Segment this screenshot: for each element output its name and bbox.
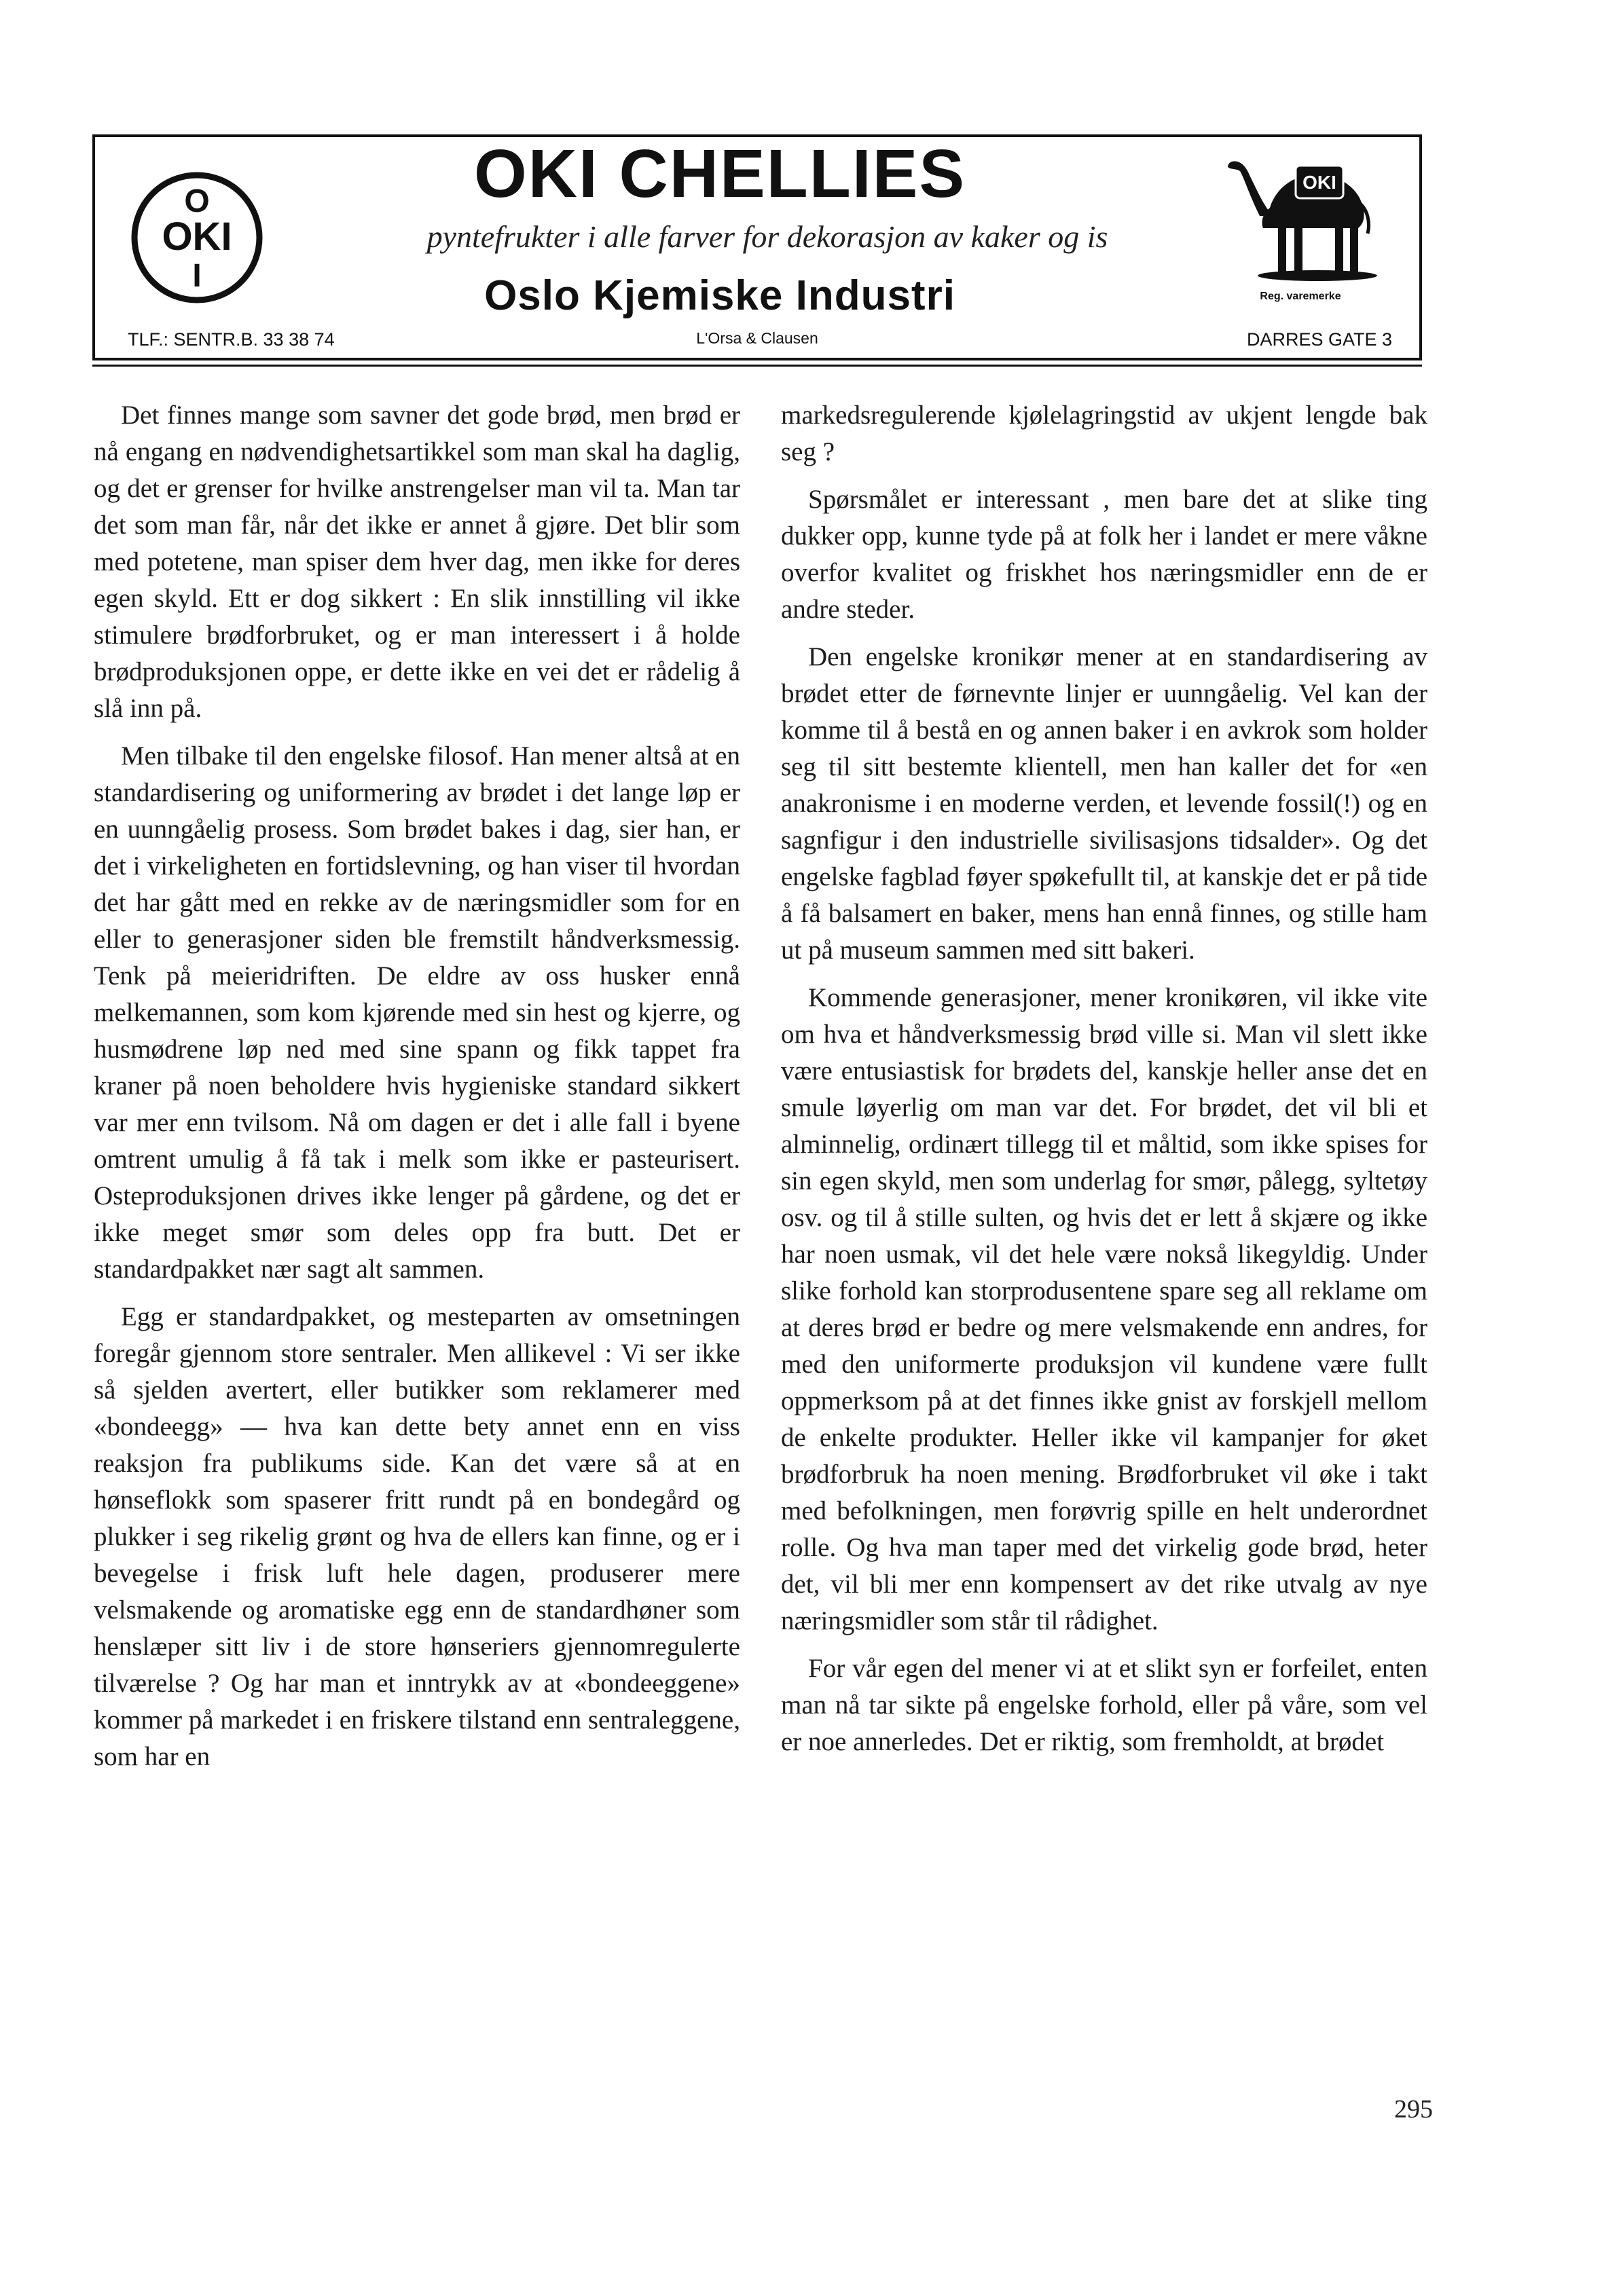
paragraph: Egg er standardpakket, og mesteparten av omsetningen foregår gjennom store sentraler. Men allikevel : Vi ser ikke så sjelden avertert, eller butikker som reklamerer med «bondeegg» — hva kan dette bety annet enn en viss reaksjon fra publikums side. Kan det være så at en hønseflokk som spaserer fritt rundt på en bondegård og plukker i seg rikelig grønt og hva de ellers kan finne, og er i bevegelse i frisk luft hele dagen, produserer mere velsmakende og aromatiske egg enn de standardhøner som henslæper sitt liv i de store hønseriers gjennomregulerte tilværelse ? Og har man et inntrykk av at «bondeeggene» kommer på markedet i en friskere tilstand enn sentraleggene, som har en [94, 1302, 740, 1771]
paragraph: For vår egen del mener vi at et slikt syn er forfeilet, enten man nå tar sikte på engelske forhold, eller på våre, som vel er noe annerledes. Det er riktig, som fremholdt, at brødet [781, 1654, 1427, 1756]
article-right-column [781, 397, 1427, 1771]
paragraph: Det finnes mange som savner det gode brød, men brød er nå engang en nødvendighetsartikkel som man skal ha daglig, og det er grenser for hvilke anstrengelser man vil ta. Man tar det som man får, når det ikke er annet å gjøre. Det blir som med potetene, man spiser dem hver dag, men ikke for deres egen skyld. Ett er dog sikkert : En slik innstilling vil ikke stimulere brødforbruket, og er man interessert i å holde brødproduksjonen oppe, er dette ikke en vei det er rådelig å slå inn på. [94, 401, 740, 723]
ad-company-name: Oslo Kjemiske Industri [484, 272, 955, 319]
ad-printer: L'Orsa & Clausen [696, 329, 818, 347]
oki-logo [129, 170, 265, 305]
oki-logo-top-letter: O [184, 183, 210, 219]
oki-logo-bottom-letter: I [192, 258, 202, 294]
ad-title: OKI CHELLIES [473, 136, 966, 212]
article-left-column [94, 397, 740, 1786]
paragraph: Men tilbake til den engelske filosof. Han mener altså at en standardisering og uniformering av brødet i det lange løp er en uunngåelig prosess. Som brødet bakes i dag, sier han, er det i virkeligheten en fortidslevning, og han viser til hvordan det har gått med en rekke av de næringsmidler som for en eller to generasjoner siden ble fremstilt håndverksmessig. Tenk på meieridriften. De eldre av oss husker ennå melkemannen, som kom kjørende med sin hest og kjerre, og husmødrene løp ned med sine spann og fikk tappet fra kraner på noen beholdere hvis hygieniske standard sikkert var mer enn tvilsom. Nå om dagen er det i alle fall i byene omtrent umulig å få tak i melk som ikke er pasteurisert. Osteproduksjonen drives ikke lenger på gårdene, og det er ikke meget smør som deles opp fra butt. Det er standardpakket nær sagt alt sammen. [94, 741, 740, 1284]
ad-trademark-label: Reg. varemerke [1260, 291, 1341, 302]
camel-blanket-label: OKI [1302, 172, 1336, 193]
paragraph-continuation: markedsregulerende kjølelagringstid av ukjent lengde bak seg ? [781, 401, 1427, 466]
ad-address: DARRES GATE 3 [1246, 329, 1392, 350]
ad-tagline: pyntefrukter i alle farver for dekorasjon av kaker og is [426, 219, 1108, 254]
paragraph: Den engelske kronikør mener at en standardisering av brødet etter de førnevnte linjer er uunngåelig. Vel kan der komme til å bestå en og annen baker i en avkrok som holder seg til sitt bestemte klientell, men han kaller det for «en anakronisme i en moderne verden, et levende fossil(!) og en sagnfigur i den industrielle sivilisasjons tidsalder». Og det engelske fagblad føyer spøkefullt til, at kanskje det er på tide å få balsamert en baker, mens han ennå finnes, og stille ham ut på museum sammen med sitt bakeri. [781, 642, 1427, 965]
paragraph: Spørsmålet er interessant , men bare det at slike ting dukker opp, kunne tyde på at folk her i landet er mere våkne overfor kvalitet og friskhet hos næringsmidler enn de er andre steder. [781, 485, 1427, 624]
advertisement-divider [92, 365, 1422, 367]
paragraph: Kommende generasjoner, mener kronikøren, vil ikke vite om hva et håndverksmessig brød ville si. Man vil slett ikke være entusiastisk for brødets del, kanskje heller anse det en smule løyerlig om man var det. For brødet, det vil bli et alminnelig, ordinært tillegg til et måltid, som ikke spises for sin egen skyld, men som underlag for smør, pålegg, syltetøy osv. og til å stille sulten, og hvis det er lett å skjære og ikke har noen usmak, vil det hele være nokså likegyldig. Under slike forhold kan storprodusentene spare seg all reklame om at deres brød er bedre og mere velsmakende enn andres, for med den uniformerte produksjon vil kundene være fullt oppmerksom på at det finnes ikke gnist av forskjell mellom de enkelte produkter. Heller ikke vil kampanjer for øket brødforbruk ha noen mening. Brødforbruket vil øke i takt med befolkningen, men forøvrig spille en helt underordnet rolle. Og hva man taper med det virkelig gode brød, heter det, vil bli mer enn kompensert av det rike utvalg av nye næringsmidler som står til rådighet. [781, 983, 1427, 1635]
page-number: 295 [1394, 2095, 1433, 2124]
oki-logo-middle-text: OKI [162, 215, 232, 259]
camel-trademark-icon [1222, 148, 1379, 284]
ad-phone: TLF.: SENTR.B. 33 38 74 [128, 329, 335, 350]
